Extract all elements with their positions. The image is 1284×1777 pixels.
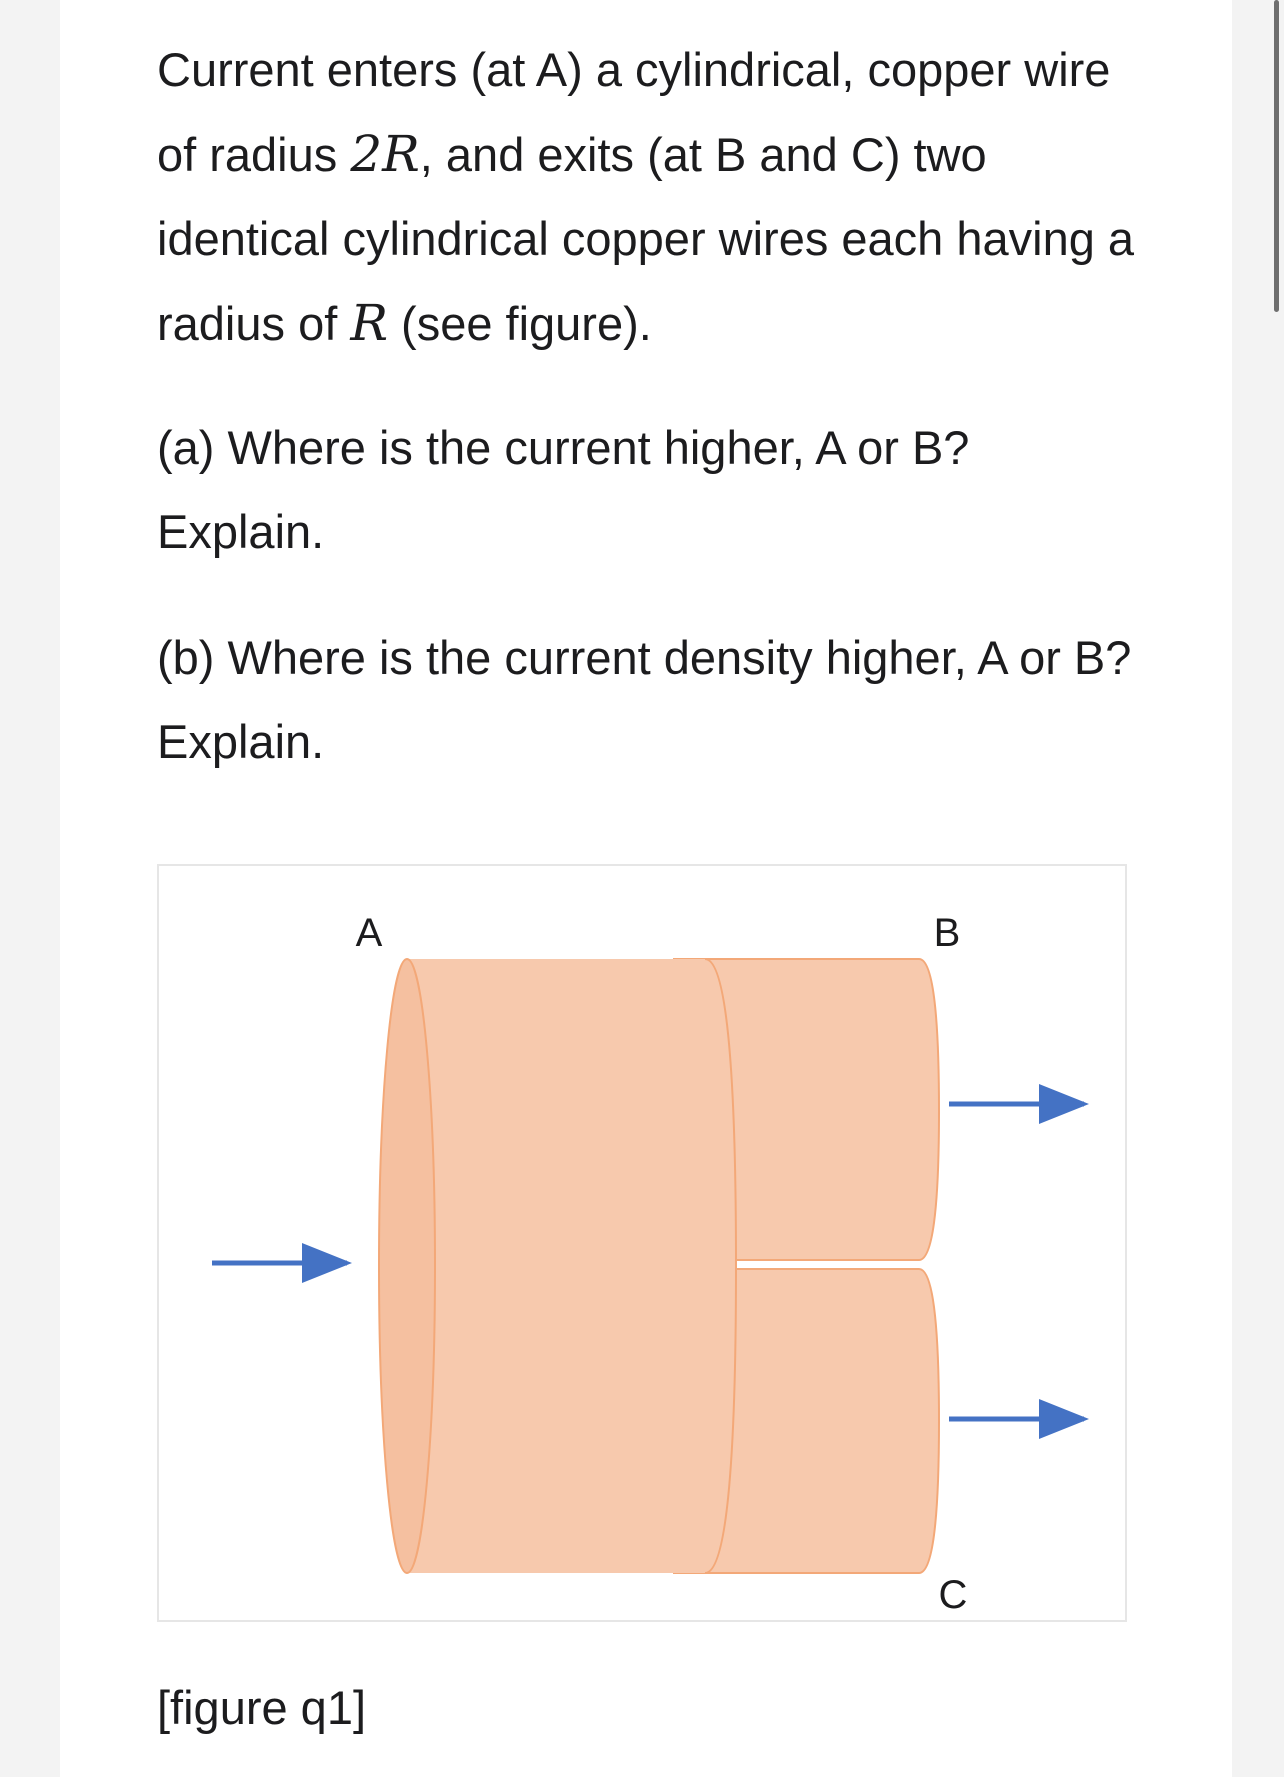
wire-a [407,959,736,1573]
intro-text-3: (see figure). [387,297,652,350]
math-r: R [350,294,388,352]
intro-text-1: Current enters (at A) a cylindrical, copper wire of radius [157,43,1111,181]
scrollbar[interactable] [1274,0,1279,312]
label-b: B [933,911,961,955]
label-c: C [938,1573,968,1617]
wire-a-entry-face [379,959,435,1573]
wire-diagram-svg [159,866,1125,1620]
intro-text-2: , and exits (at B and C) two identical cylindrical copper wires each having a radius of [157,128,1135,350]
figure-wire-diagram [157,864,1127,1622]
figure-caption: [figure q1] [157,1681,367,1734]
label-a: A [355,911,383,955]
question-part-b: (b) Where is the current density higher, A or B? Explain. [157,631,1132,768]
math-2r: 2R [350,125,420,183]
question-part-a: (a) Where is the current higher, A or B? Explain. [157,421,970,558]
question-intro [157,28,1137,366]
question-text [157,28,1137,784]
